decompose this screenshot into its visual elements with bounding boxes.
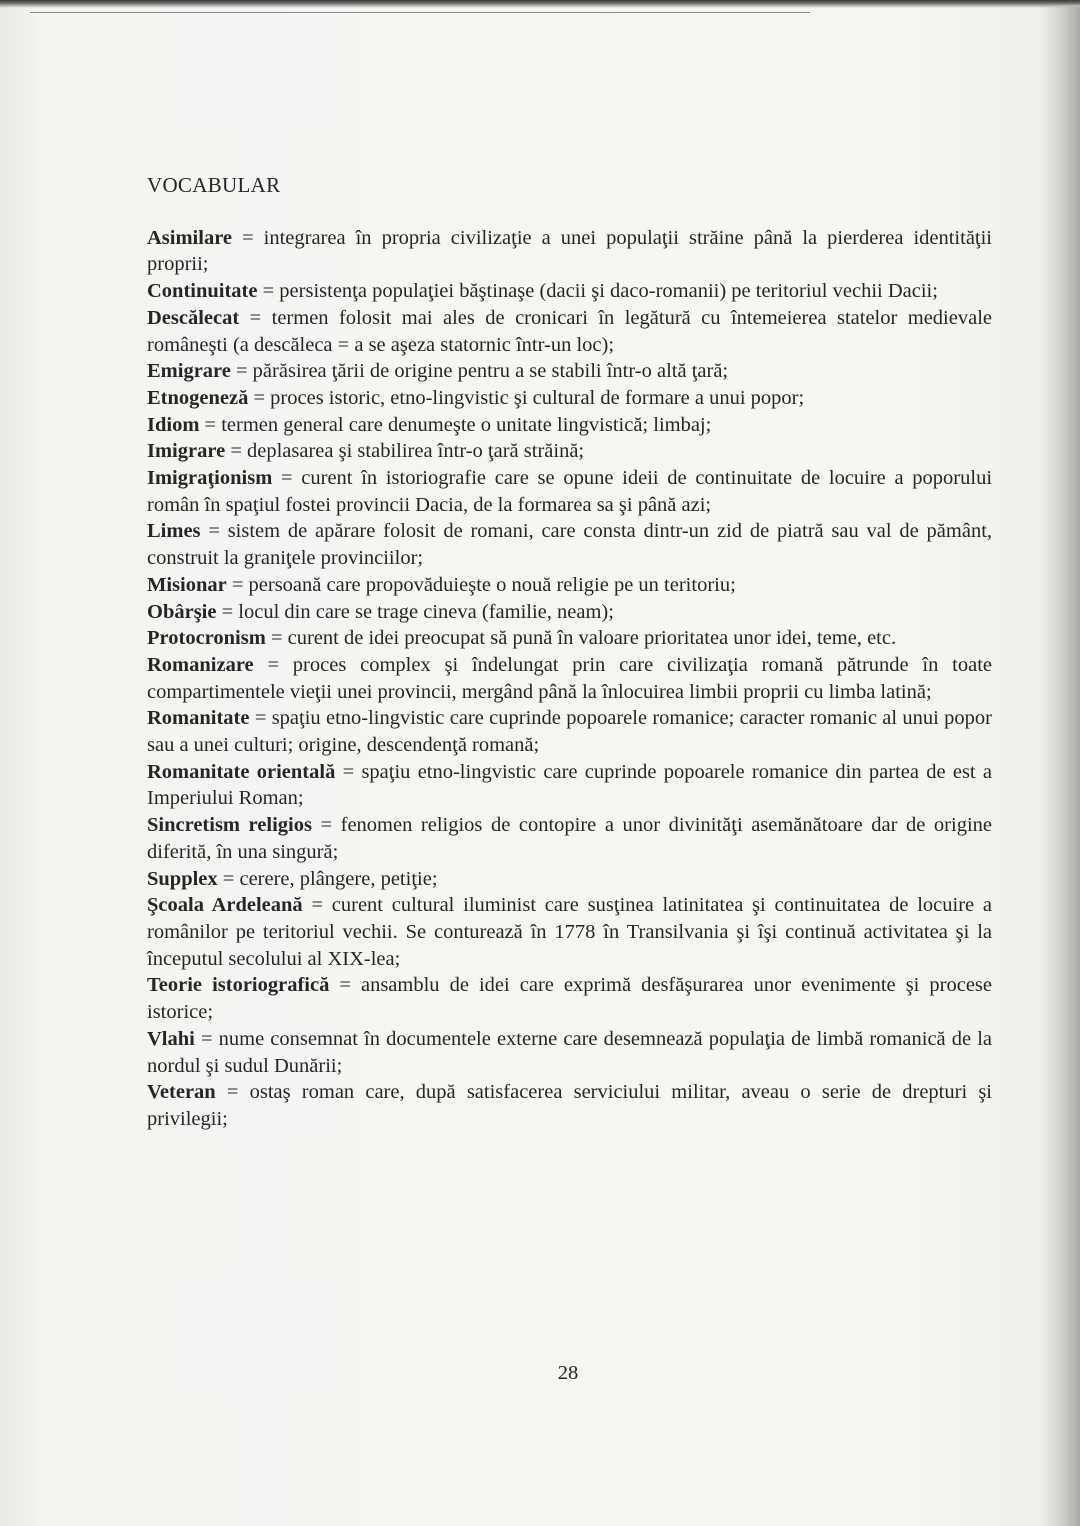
entry-term: Romanizare [147,653,254,676]
entry-definition: = termen folosit mai ales de cronicari în legătură cu întemeierea statelor medievale româneşti (a descăleca = a se aşeza statornic într-un loc); [147,306,992,356]
entry-definition: = persoană care propovăduieşte o nouă religie pe un teritoriu; [231,573,736,596]
vocabulary-entry [147,599,992,626]
entry-definition: = ansamblu de idei care exprimă desfăşurarea unor evenimente şi procese istorice; [147,974,992,1024]
section-heading: VOCABULAR [147,173,281,197]
entry-term: Continuitate [147,280,258,303]
entry-definition: = proces complex şi îndelungat prin care civilizaţia romană pătrunde în toate compartimentele vieţii unei provincii, mergând până la înlocuirea limbii proprii cu limba latină; [147,653,992,703]
vocabulary-entry [147,1079,992,1132]
entry-term: Şcoala Ardeleană [147,894,303,917]
entry-definition: = spaţiu etno-lingvistic care cuprinde popoarele romanice din partea de est a Imperiului Roman; [147,760,993,810]
entry-definition: = spaţiu etno-lingvistic care cuprinde popoarele romanice; caracter romanic al unui popor sau a unei culturi; origine, descendenţă romană; [147,707,993,757]
vocabulary-list [147,225,992,1133]
vocabulary-entry [147,412,992,439]
entry-definition: = persistenţa populaţiei băştinaşe (dacii şi daco-romanii) pe teritoriul vechii Dacii; [262,280,938,303]
entry-definition: = ostaş roman care, după satisfacerea serviciului militar, aveau o serie de drepturi şi privilegii; [147,1081,993,1130]
entry-definition: = sistem de apărare folosit de romani, care consta dintr-un zid de piatră sau val de pământ, construit la graniţele provinciilor; [147,520,993,570]
vocabulary-entry [147,278,992,305]
vocabulary-entry [147,652,992,705]
entry-term: Supplex [147,867,218,890]
entry-definition: = locul din care se trage cineva (familie, neam); [221,600,614,623]
entry-term: Veteran [147,1081,216,1104]
entry-term: Idiom [147,413,200,436]
vocabulary-entry [147,225,992,278]
entry-definition: = termen general care denumeşte o unitate lingvistică; limbaj; [204,413,712,436]
vocabulary-entry [147,358,992,385]
entry-term: Limes [147,520,201,543]
entry-term: Romanitate orientală [147,760,336,783]
entry-term: Misionar [147,573,227,596]
vocabulary-entry [147,518,992,571]
entry-definition: = deplasarea şi stabilirea într-o ţară străină; [230,440,585,463]
entry-term: Romanitate [147,707,250,730]
vocabulary-entry [147,305,992,358]
vocabulary-entry [147,759,992,812]
vocabulary-entry [147,465,992,518]
vocabulary-entry [147,625,992,652]
entry-definition: = nume consemnat în documentele externe care desemnează populaţia de limbă romanică de la nordul şi sudul Dunării; [147,1027,992,1077]
entry-term: Etnogeneză [147,386,249,409]
vocabulary-entry [147,385,992,412]
vocabulary-entry [147,572,992,599]
entry-definition: = cerere, plângere, petiţie; [222,867,438,890]
entry-definition: = integrarea în propria civilizaţie a unei populaţii străine până la pierderea identităţii proprii; [147,226,993,276]
vocabulary-entry [147,812,992,865]
entry-term: Obârşie [147,600,217,623]
entry-term: Vlahi [147,1027,195,1050]
vocabulary-entry [147,972,992,1025]
vocabulary-entry [147,705,992,758]
entry-term: Sincretism religios [147,814,312,837]
entry-term: Descălecat [147,306,240,329]
vocabulary-entry [147,866,992,893]
entry-definition: = curent de idei preocupat să pună în valoare prioritatea unor idei, teme, etc. [270,627,897,650]
entry-definition: = proces istoric, etno-lingvistic şi cultural de formare a unui popor; [253,386,805,409]
entry-term: Teorie istoriografică [147,974,330,997]
vocabulary-entry [147,892,992,972]
vocabulary-entry [147,1026,992,1079]
entry-definition: = fenomen religios de contopire a unor divinităţi asemănătoare dar de origine diferită, în una singură; [147,814,992,863]
page-number: 28 [557,1362,579,1384]
entry-term: Emigrare [147,360,231,383]
page-top-rule [30,12,810,13]
entry-definition: = curent cultural iluminist care susţinea latinitatea şi continuitatea de locuire a românilor pe teritoriul vechii. Se conturează în 1778 în Transilvania şi îşi continuă activitatea şi la începutul secolului al XIX-lea; [147,894,992,970]
vocabulary-entry [147,438,992,465]
entry-term: Imigraţionism [147,467,273,490]
entry-definition: = curent în istoriografie care se opune ideii de continuitate de locuire a poporului român în spaţiul fostei provincii Dacia, de la formarea sa şi până azi; [147,467,993,516]
entry-term: Asimilare [147,226,233,249]
vocabulary-section [147,172,992,1133]
entry-term: Protocronism [147,627,266,650]
entry-term: Imigrare [147,440,226,463]
page-top-edge-shadow [0,0,1080,8]
entry-definition: = părăsirea ţării de origine pentru a se stabili într-o altă ţară; [236,360,729,383]
